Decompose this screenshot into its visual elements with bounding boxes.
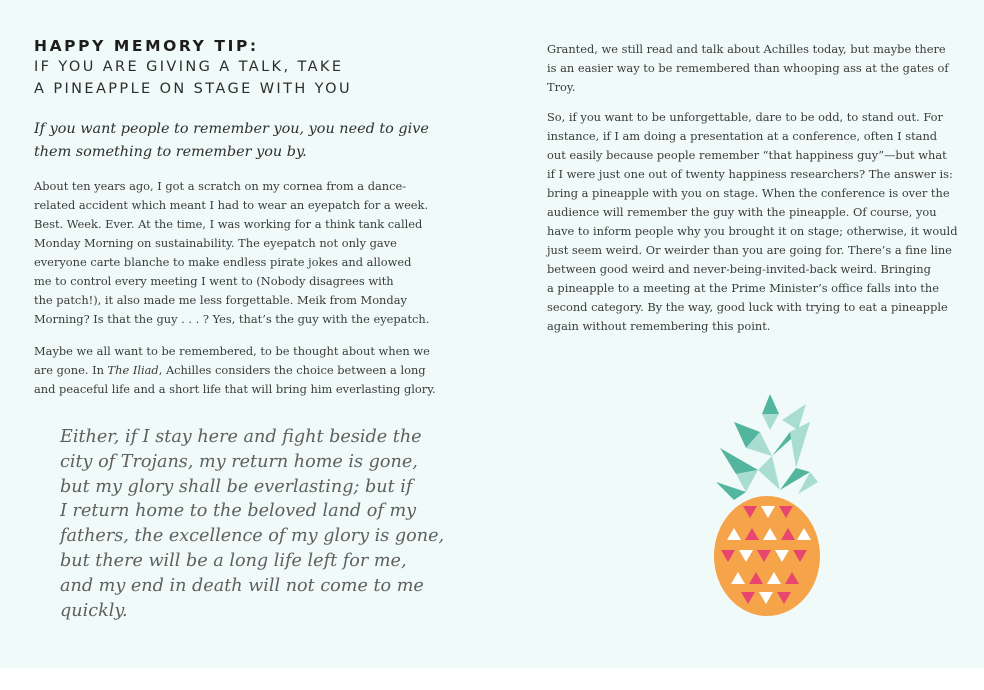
text-line: Maybe we all want to be remembered, to be thought about when we (34, 344, 430, 358)
eyepatch-paragraph (34, 177, 444, 329)
text-line: out easily because people remember “that happiness guy”—but what (547, 148, 947, 162)
text-fragment: , Achilles considers the choice between a long (158, 363, 426, 377)
left-page (34, 36, 444, 399)
pineapple-paragraph (547, 108, 965, 336)
iliad-paragraph (34, 342, 444, 399)
quote-line: I return home to the beloved land of my (60, 501, 417, 522)
text-line (34, 361, 444, 380)
text-line: related accident which meant I had to wear an eyepatch for a week. (34, 198, 429, 212)
text-line: me to control every meeting I went to (Nobody disagrees with (34, 274, 394, 288)
tip-heading: HAPPY MEMORY TIP: (34, 37, 259, 55)
text-line: bring a pineapple with you on stage. When the conference is over the (547, 186, 950, 200)
achilles-paragraph (547, 40, 965, 97)
quote-line: but my glory shall be everlasting; but if (60, 476, 413, 497)
text-line: second category. By the way, good luck with trying to eat a pineapple (547, 300, 948, 314)
text-line: the patch!), it also made me less forgettable. Meik from Monday (34, 293, 407, 307)
text-line: Granted, we still read and talk about Achilles today, but maybe there (547, 42, 946, 56)
quote-line: fathers, the excellence of my glory is gone, (60, 526, 445, 547)
text-line: everyone carte blanche to make endless pirate jokes and allowed (34, 255, 412, 269)
lede-line: them something to remember you by. (34, 144, 307, 160)
text-line: if I were just one out of twenty happiness researchers? The answer is: (547, 167, 953, 181)
text-line: again without remembering this point. (547, 319, 771, 333)
tip-subtitle-line: A PINEAPPLE ON STAGE WITH YOU (34, 80, 352, 97)
book-title: The Iliad (107, 363, 159, 377)
tip-subtitle (34, 57, 444, 100)
lede-line: If you want people to remember you, you need to give (34, 121, 429, 137)
text-line: between good weird and never-being-invited-back weird. Bringing (547, 262, 931, 276)
right-page (547, 40, 965, 336)
text-line: audience will remember the guy with the pineapple. Of course, you (547, 205, 937, 219)
pineapple-leaves (716, 394, 818, 500)
text-line: just seem weird. Or weirder than you are going for. There’s a fine line (547, 243, 952, 257)
lede-paragraph (34, 118, 444, 164)
quote-line: but there will be a long life left for me, (60, 550, 407, 571)
text-line: Troy. (547, 80, 576, 94)
text-fragment: are gone. In (34, 363, 108, 377)
text-line: Monday Morning on sustainability. The eyepatch not only gave (34, 236, 397, 250)
quote-line: Either, if I stay here and fight beside the (60, 427, 422, 447)
tip-subtitle-line: IF YOU ARE GIVING A TALK, TAKE (34, 59, 344, 75)
text-line: About ten years ago, I got a scratch on my cornea from a dance- (34, 179, 407, 193)
text-line: have to inform people why you brought it on stage; otherwise, it would (547, 224, 958, 238)
text-line: a pineapple to a meeting at the Prime Minister’s office falls into the (547, 281, 939, 295)
text-line: Best. Week. Ever. At the time, I was working for a think tank called (34, 217, 423, 231)
quote-line: city of Trojans, my return home is gone, (60, 451, 418, 472)
iliad-quote (60, 425, 460, 623)
text-line: instance, if I am doing a presentation at a conference, often I stand (547, 129, 938, 143)
text-line: and peaceful life and a short life that will bring him everlasting glory. (34, 382, 436, 396)
text-line: Morning? Is that the guy . . . ? Yes, that’s the guy with the eyepatch. (34, 312, 430, 326)
text-line: is an easier way to be remembered than whooping ass at the gates of (547, 61, 949, 75)
pineapple-icon (706, 388, 832, 624)
quote-line: quickly. (60, 600, 128, 621)
quote-line: and my end in death will not come to me (60, 575, 424, 596)
text-line: So, if you want to be unforgettable, dare to be odd, to stand out. For (547, 110, 943, 124)
